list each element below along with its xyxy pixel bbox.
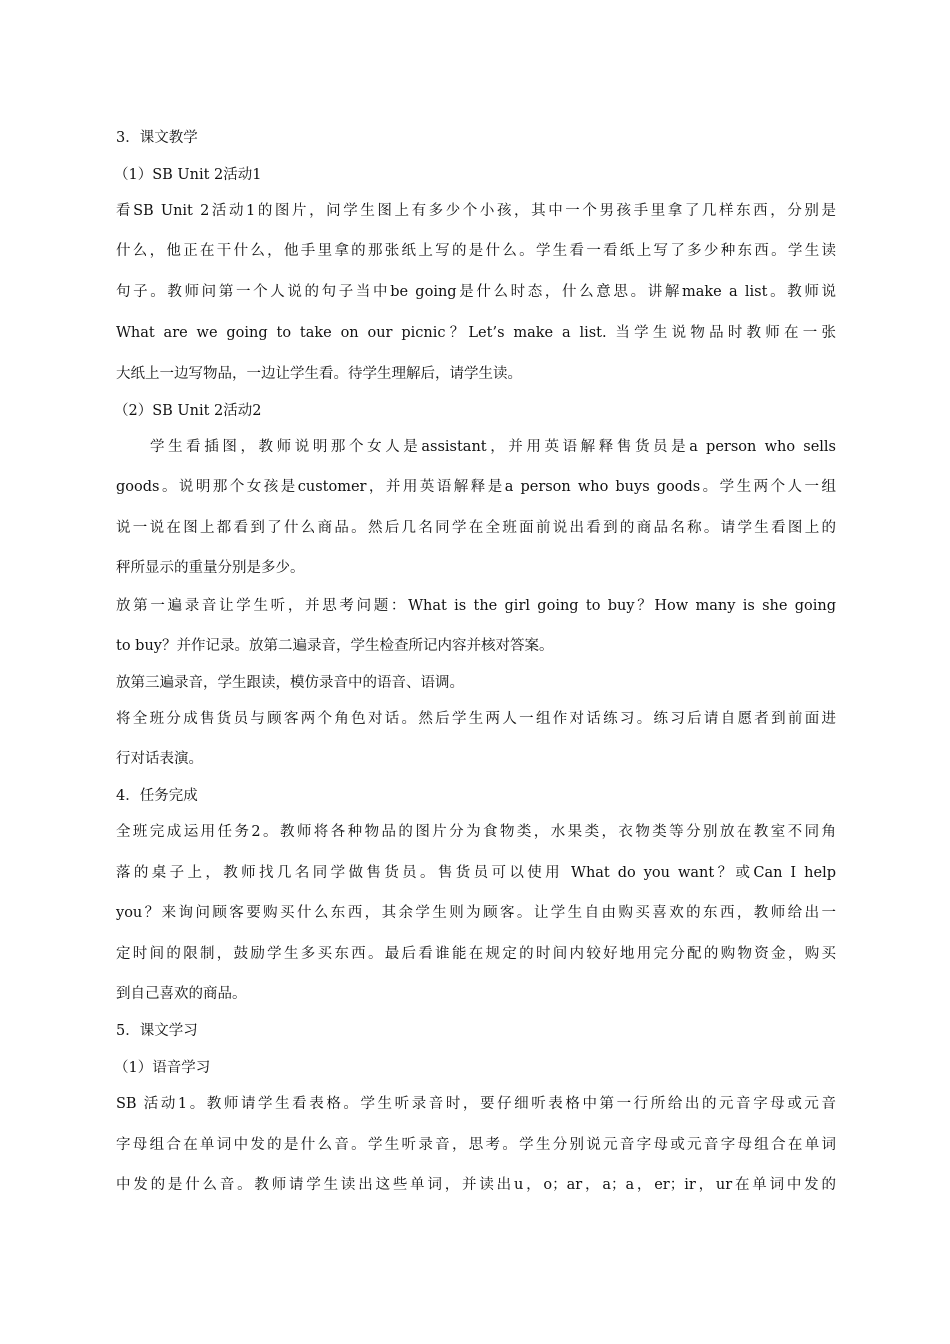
paragraph-line: 学生看插图，教师说明那个女人是assistant，并用英语解释售货员是a person who sells — [150, 439, 836, 455]
paragraph-line: 大纸上一边写物品，一边让学生看。待学生理解后，请学生读。 — [116, 366, 522, 382]
paragraph-line: 将全班分成售货员与顾客两个角色对话。然后学生两人一组作对话练习。练习后请自愿者到前面进 — [116, 711, 836, 727]
subsection-heading: （1）语音学习 — [114, 1060, 211, 1076]
paragraph-line: 定时间的限制，鼓励学生多买东西。最后看谁能在规定的时间内较好地用完分配的购物资金，购买 — [116, 946, 836, 962]
paragraph-line: 落的桌子上，教师找几名同学做售货员。售货员可以使用 What do you want？或Can I help — [116, 865, 836, 881]
section-heading: 5．课文学习 — [116, 1023, 198, 1039]
paragraph-line: 放第三遍录音，学生跟读，模仿录音中的语音、语调。 — [116, 675, 464, 691]
subsection-heading: （1）SB Unit 2活动1 — [114, 167, 262, 183]
paragraph-line: SB 活动1。教师请学生看表格。学生听录音时，要仔细听表格中第一行所给出的元音字母或元音 — [116, 1096, 836, 1112]
paragraph-line: 放第一遍录音让学生听，并思考问题：What is the girl going to buy？How many is she going — [116, 598, 836, 614]
subsection-heading: （2）SB Unit 2活动2 — [114, 403, 262, 419]
paragraph-line: to buy？并作记录。放第二遍录音，学生检查所记内容并核对答案。 — [116, 638, 554, 654]
paragraph-line: goods。说明那个女孩是customer，并用英语解释是a person who buys goods。学生两个人一组 — [116, 479, 836, 495]
paragraph-line: 全班完成运用任务2。教师将各种物品的图片分为食物类，水果类，衣物类等分别放在教室不同角 — [116, 824, 836, 840]
paragraph-line: 行对话表演。 — [116, 751, 203, 767]
paragraph-line: 看SB Unit 2活动1的图片，问学生图上有多少个小孩，其中一个男孩手里拿了几样东西，分别是 — [116, 203, 836, 219]
paragraph-line: 说一说在图上都看到了什么商品。然后几名同学在全班面前说出看到的商品名称。请学生看图上的 — [116, 520, 836, 536]
paragraph-line: 到自己喜欢的商品。 — [116, 986, 247, 1002]
paragraph-line: 秤所显示的重量分别是多少。 — [116, 560, 305, 576]
paragraph-line: 句子。教师问第一个人说的句子当中be going是什么时态，什么意思。讲解make a list。教师说 — [116, 284, 836, 300]
paragraph-line: 字母组合在单词中发的是什么音。学生听录音，思考。学生分别说元音字母或元音字母组合在单词 — [116, 1137, 836, 1153]
section-heading: 4．任务完成 — [116, 788, 198, 804]
paragraph-line: 中发的是什么音。教师请学生读出这些单词，并读出u，o；ar，a；a，er；ir，ur在单词中发的 — [116, 1177, 836, 1193]
paragraph-line: you？来询问顾客要购买什么东西，其余学生则为顾客。让学生自由购买喜欢的东西，教师给出一 — [116, 905, 836, 921]
paragraph-line: 什么，他正在干什么，他手里拿的那张纸上写的是什么。学生看一看纸上写了多少种东西。学生读 — [116, 243, 836, 259]
section-heading: 3．课文教学 — [116, 130, 198, 146]
paragraph-line: What are we going to take on our picnic？Let’s make a list. 当学生说物品时教师在一张 — [116, 325, 836, 341]
